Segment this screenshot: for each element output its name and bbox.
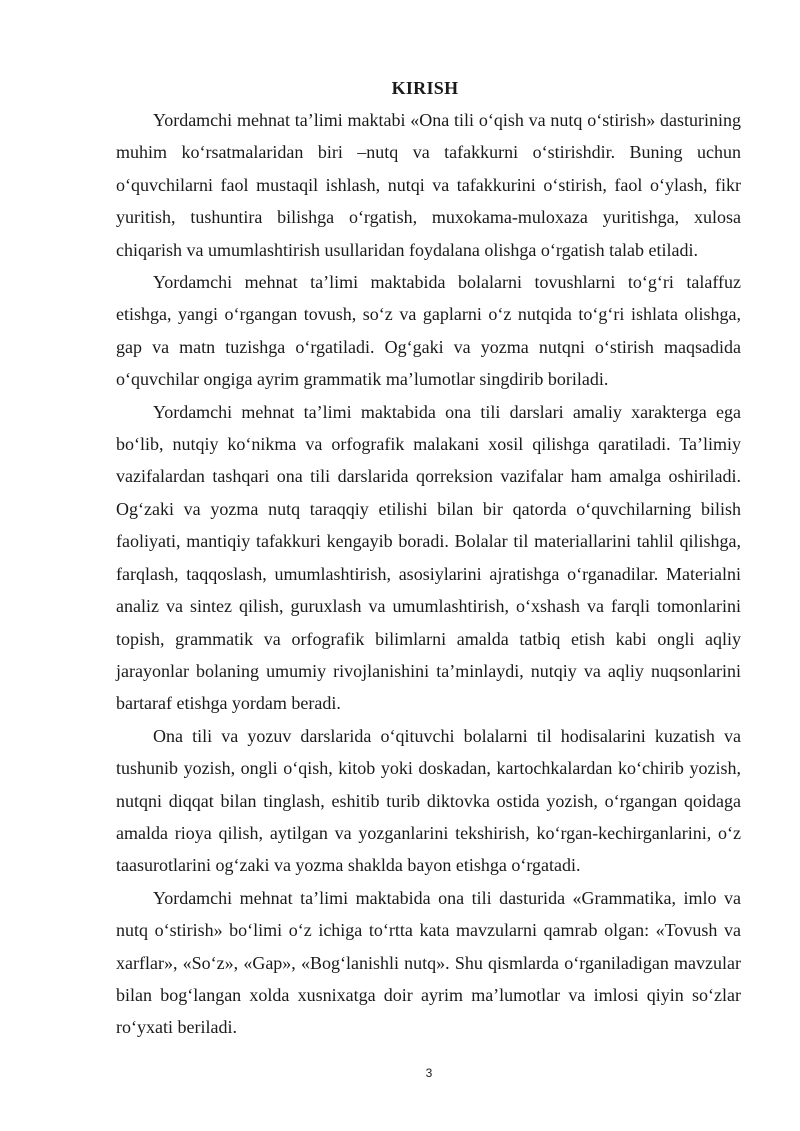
paragraph-5: Yordamchi mehnat ta’limi maktabida ona tili dasturida «Grammatika, imlo va nutq o‘stirish» bo‘limi o‘z ichiga to‘rtta kata mavzularni qamrab olgan: «Tovush va xarflar», «So‘z», «Gap», «Bog‘lanishli nutq». Shu qismlarda o‘rganiladigan mavzular bilan bog‘langan xolda xusnixatga doir ayrim ma’lumotlar va imlosi qiyin so‘zlar ro‘yxati beriladi. xyxy=(116,887,741,1038)
page-number: 3 xyxy=(425,1066,433,1080)
body-text xyxy=(116,104,741,1044)
page-title: KIRISH xyxy=(391,78,459,98)
paragraph-1: Yordamchi mehnat ta’limi maktabi «Ona tili o‘qish va nutq o‘stirish» dasturining muhim ko‘rsatmalaridan biri –nutq va tafakkurni o‘stirishdir. Buning uchun o‘quvchilarni faol mustaqil ishlash, nutqi va tafakkurini o‘stirish, faol o‘ylash, fikr yuritish, tushuntira bilishga o‘rgatish, muxokama-muloxaza yuritishga, xulosa chiqarish va umumlashtirish usullaridan foydalana olishga o‘rgatish talab etiladi. xyxy=(116,110,741,260)
paragraph-4: Ona tili va yozuv darslarida o‘qituvchi bolalarni til hodisalarini kuzatish va tushunib yozish, ongli o‘qish, kitob yoki doskadan, kartochkalardan ko‘chirib yozish, nutqni diqqat bilan tinglash, eshitib turib diktovka ostida yozish, o‘rgangan qoidaga amalda rioya qilish, aytilgan va yozganlarini tekshirish, ko‘rgan-kechirganlarini, o‘z taasurotlarini og‘zaki va yozma shaklda bayon etishga o‘rgatadi. xyxy=(116,725,741,876)
paragraph-2: Yordamchi mehnat ta’limi maktabida bolalarni tovushlarni to‘g‘ri talaffuz etishga, yangi o‘rgangan tovush, so‘z va gaplarni o‘z nutqida to‘g‘ri ishlata olishga, gap va matn tuzishga o‘rgatiladi. Og‘gaki va yozma nutqni o‘stirish maqsadida o‘quvchilar ongiga ayrim grammatik ma’lumotlar singdirib boriladi. xyxy=(116,272,741,390)
paragraph-3: Yordamchi mehnat ta’limi maktabida ona tili darslari amaliy xarakterga ega bo‘lib, nutqiy ko‘nikma va orfografik malakani xosil qilishga qaratiladi. Ta’limiy vazifalardan tashqari ona tili darslarida qorreksion vazifalar ham amalga oshiriladi. Og‘zaki va yozma nutq taraqqiy etilishi bilan bir qatorda o‘quvchilarning bilish faoliyati, mantiqiy tafakkuri kengayib boradi. Bolalar til materiallarini tahlil qilishga, farqlash, taqqoslash, umumlashtirish, asosiylarini ajratishga o‘rganadilar. Materialni analiz va sintez qilish, guruxlash va umumlashtirish, o‘xshash va farqli tomonlarini topish, grammatik va orfografik bilimlarni amalda tatbiq etish kabi ongli aqliy jarayonlar bolaning umumiy rivojlanishini ta’minlaydi, nutqiy va aqliy nuqsonlarini bartaraf etishga yordam beradi. xyxy=(116,401,741,714)
